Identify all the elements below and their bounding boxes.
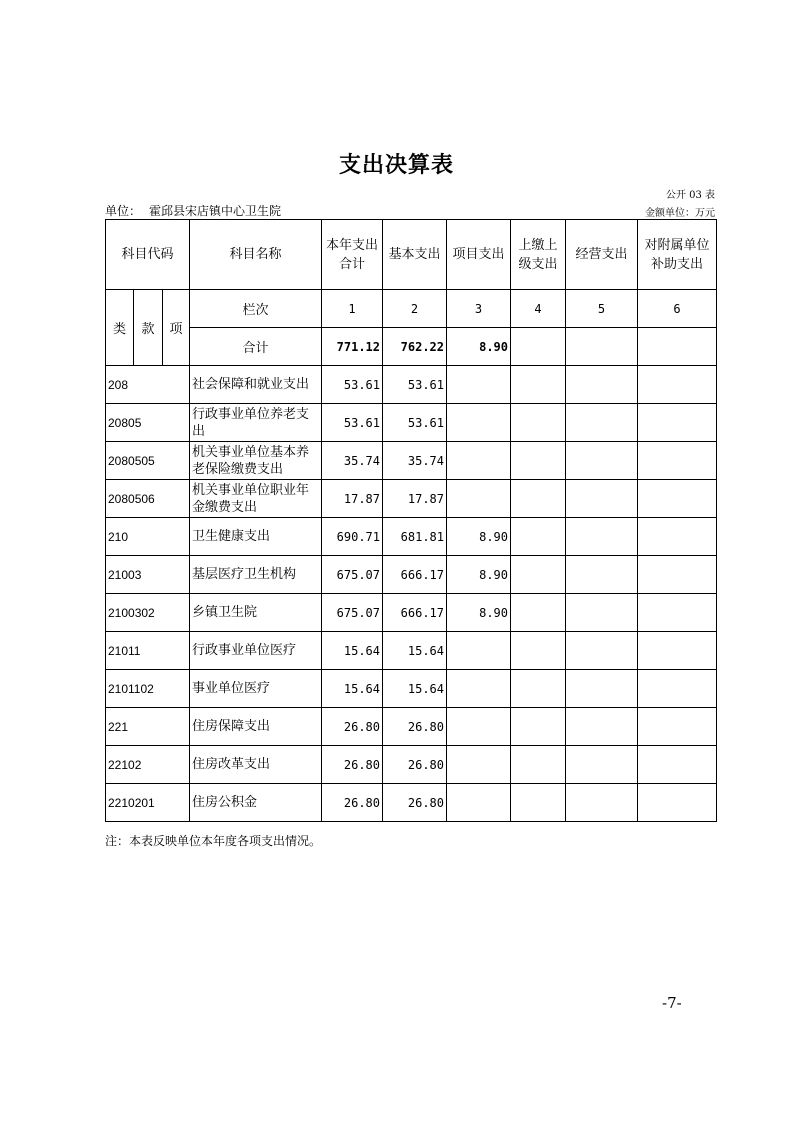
- row-operating: [566, 480, 638, 518]
- row-upper: [511, 746, 566, 784]
- amount-unit: 金额单位：万元: [645, 208, 715, 219]
- column-number: 2: [383, 290, 447, 328]
- row-code: 20805: [106, 404, 190, 442]
- row-project: [447, 366, 511, 404]
- row-basic: 26.80: [383, 784, 447, 822]
- row-basic: 681.81: [383, 518, 447, 556]
- unit-label: 单位：: [105, 204, 142, 218]
- row-upper: [511, 632, 566, 670]
- row-name: 基层医疗卫生机构: [190, 556, 322, 594]
- row-project: 8.90: [447, 518, 511, 556]
- table-row: [106, 784, 717, 822]
- row-total: 675.07: [322, 594, 383, 632]
- row-basic: 666.17: [383, 594, 447, 632]
- header-row: [106, 220, 717, 290]
- row-project: [447, 480, 511, 518]
- table-row: [106, 480, 717, 518]
- table-row: [106, 366, 717, 404]
- table-row: [106, 632, 717, 670]
- row-code: 2080505: [106, 442, 190, 480]
- expenditure-table: [105, 219, 717, 822]
- row-basic: 53.61: [383, 404, 447, 442]
- row-project: [447, 784, 511, 822]
- row-basic: 26.80: [383, 708, 447, 746]
- header-upper: 上缴上级支出: [511, 220, 566, 290]
- row-code: 22102: [106, 746, 190, 784]
- row-subsidy: [638, 670, 717, 708]
- row-subsidy: [638, 632, 717, 670]
- row-subsidy: [638, 404, 717, 442]
- row-name: 卫生健康支出: [190, 518, 322, 556]
- row-total: 53.61: [322, 366, 383, 404]
- row-project: [447, 632, 511, 670]
- row-basic: 35.74: [383, 442, 447, 480]
- column-number: 1: [322, 290, 383, 328]
- row-total: 53.61: [322, 404, 383, 442]
- row-upper: [511, 480, 566, 518]
- row-code: 2210201: [106, 784, 190, 822]
- row-project: [447, 442, 511, 480]
- row-upper: [511, 594, 566, 632]
- row-name: 机关事业单位基本养老保险缴费支出: [190, 442, 322, 480]
- row-upper: [511, 708, 566, 746]
- total-amount: 771.12: [322, 328, 383, 366]
- column-label: 栏次: [190, 290, 322, 328]
- row-upper: [511, 670, 566, 708]
- row-name: 行政事业单位医疗: [190, 632, 322, 670]
- row-basic: 666.17: [383, 556, 447, 594]
- total-basic: 762.22: [383, 328, 447, 366]
- total-project: 8.90: [447, 328, 511, 366]
- row-basic: 26.80: [383, 746, 447, 784]
- table-row: [106, 708, 717, 746]
- table-row: [106, 404, 717, 442]
- row-subsidy: [638, 366, 717, 404]
- row-project: [447, 746, 511, 784]
- row-basic: 15.64: [383, 670, 447, 708]
- row-operating: [566, 442, 638, 480]
- header-xiang: 项: [163, 290, 190, 366]
- row-name: 社会保障和就业支出: [190, 366, 322, 404]
- row-project: [447, 670, 511, 708]
- header-total: 本年支出合计: [322, 220, 383, 290]
- row-upper: [511, 442, 566, 480]
- page-title: 支出决算表: [338, 152, 454, 178]
- unit-line: [105, 202, 281, 219]
- row-name: 行政事业单位养老支出: [190, 404, 322, 442]
- row-basic: 15.64: [383, 632, 447, 670]
- row-name: 机关事业单位职业年金缴费支出: [190, 480, 322, 518]
- row-code: 221: [106, 708, 190, 746]
- row-project: 8.90: [447, 556, 511, 594]
- header-kuan: 款: [134, 290, 163, 366]
- table-row: [106, 442, 717, 480]
- row-operating: [566, 708, 638, 746]
- row-subsidy: [638, 746, 717, 784]
- row-upper: [511, 366, 566, 404]
- row-operating: [566, 556, 638, 594]
- header-basic: 基本支出: [383, 220, 447, 290]
- column-number: 6: [638, 290, 717, 328]
- row-name: 住房改革支出: [190, 746, 322, 784]
- row-code: 208: [106, 366, 190, 404]
- row-project: [447, 404, 511, 442]
- row-subsidy: [638, 594, 717, 632]
- header-name: 科目名称: [190, 220, 322, 290]
- row-operating: [566, 632, 638, 670]
- row-name: 住房公积金: [190, 784, 322, 822]
- row-subsidy: [638, 784, 717, 822]
- row-operating: [566, 366, 638, 404]
- row-basic: 17.87: [383, 480, 447, 518]
- row-subsidy: [638, 708, 717, 746]
- row-subsidy: [638, 442, 717, 480]
- unit-name: 霍邱县宋店镇中心卫生院: [149, 204, 282, 218]
- column-number: 5: [566, 290, 638, 328]
- table-row: [106, 670, 717, 708]
- row-operating: [566, 746, 638, 784]
- table-row: [106, 746, 717, 784]
- row-total: 17.87: [322, 480, 383, 518]
- row-name: 乡镇卫生院: [190, 594, 322, 632]
- row-code: 2101102: [106, 670, 190, 708]
- row-subsidy: [638, 556, 717, 594]
- total-label: 合计: [190, 328, 322, 366]
- row-operating: [566, 518, 638, 556]
- header-project: 项目支出: [447, 220, 511, 290]
- empty-cell: [566, 328, 638, 366]
- row-total: 26.80: [322, 746, 383, 784]
- row-total: 690.71: [322, 518, 383, 556]
- row-total: 26.80: [322, 708, 383, 746]
- row-subsidy: [638, 480, 717, 518]
- row-code: 210: [106, 518, 190, 556]
- column-number-row: [106, 290, 717, 328]
- total-row: [106, 328, 717, 366]
- row-operating: [566, 670, 638, 708]
- row-project: 8.90: [447, 594, 511, 632]
- header-operating: 经营支出: [566, 220, 638, 290]
- row-total: 26.80: [322, 784, 383, 822]
- table-row: [106, 594, 717, 632]
- row-basic: 53.61: [383, 366, 447, 404]
- header-code: 科目代码: [106, 220, 190, 290]
- row-total: 675.07: [322, 556, 383, 594]
- table-row: [106, 518, 717, 556]
- row-code: 21003: [106, 556, 190, 594]
- column-number: 3: [447, 290, 511, 328]
- row-total: 15.64: [322, 670, 383, 708]
- row-subsidy: [638, 518, 717, 556]
- row-operating: [566, 784, 638, 822]
- row-operating: [566, 594, 638, 632]
- row-upper: [511, 556, 566, 594]
- row-total: 35.74: [322, 442, 383, 480]
- row-project: [447, 708, 511, 746]
- table-note: 注：本表反映单位本年度各项支出情况。: [105, 834, 322, 848]
- row-code: 21011: [106, 632, 190, 670]
- table-row: [106, 556, 717, 594]
- empty-cell: [638, 328, 717, 366]
- empty-cell: [511, 328, 566, 366]
- row-code: 2100302: [106, 594, 190, 632]
- row-code: 2080506: [106, 480, 190, 518]
- row-name: 事业单位医疗: [190, 670, 322, 708]
- row-upper: [511, 784, 566, 822]
- row-total: 15.64: [322, 632, 383, 670]
- row-upper: [511, 518, 566, 556]
- header-subsidy: 对附属单位补助支出: [638, 220, 717, 290]
- header-lei: 类: [106, 290, 134, 366]
- row-upper: [511, 404, 566, 442]
- form-number: 公开 03 表: [665, 190, 715, 201]
- column-number: 4: [511, 290, 566, 328]
- row-name: 住房保障支出: [190, 708, 322, 746]
- row-operating: [566, 404, 638, 442]
- page-number: -7-: [662, 994, 682, 1012]
